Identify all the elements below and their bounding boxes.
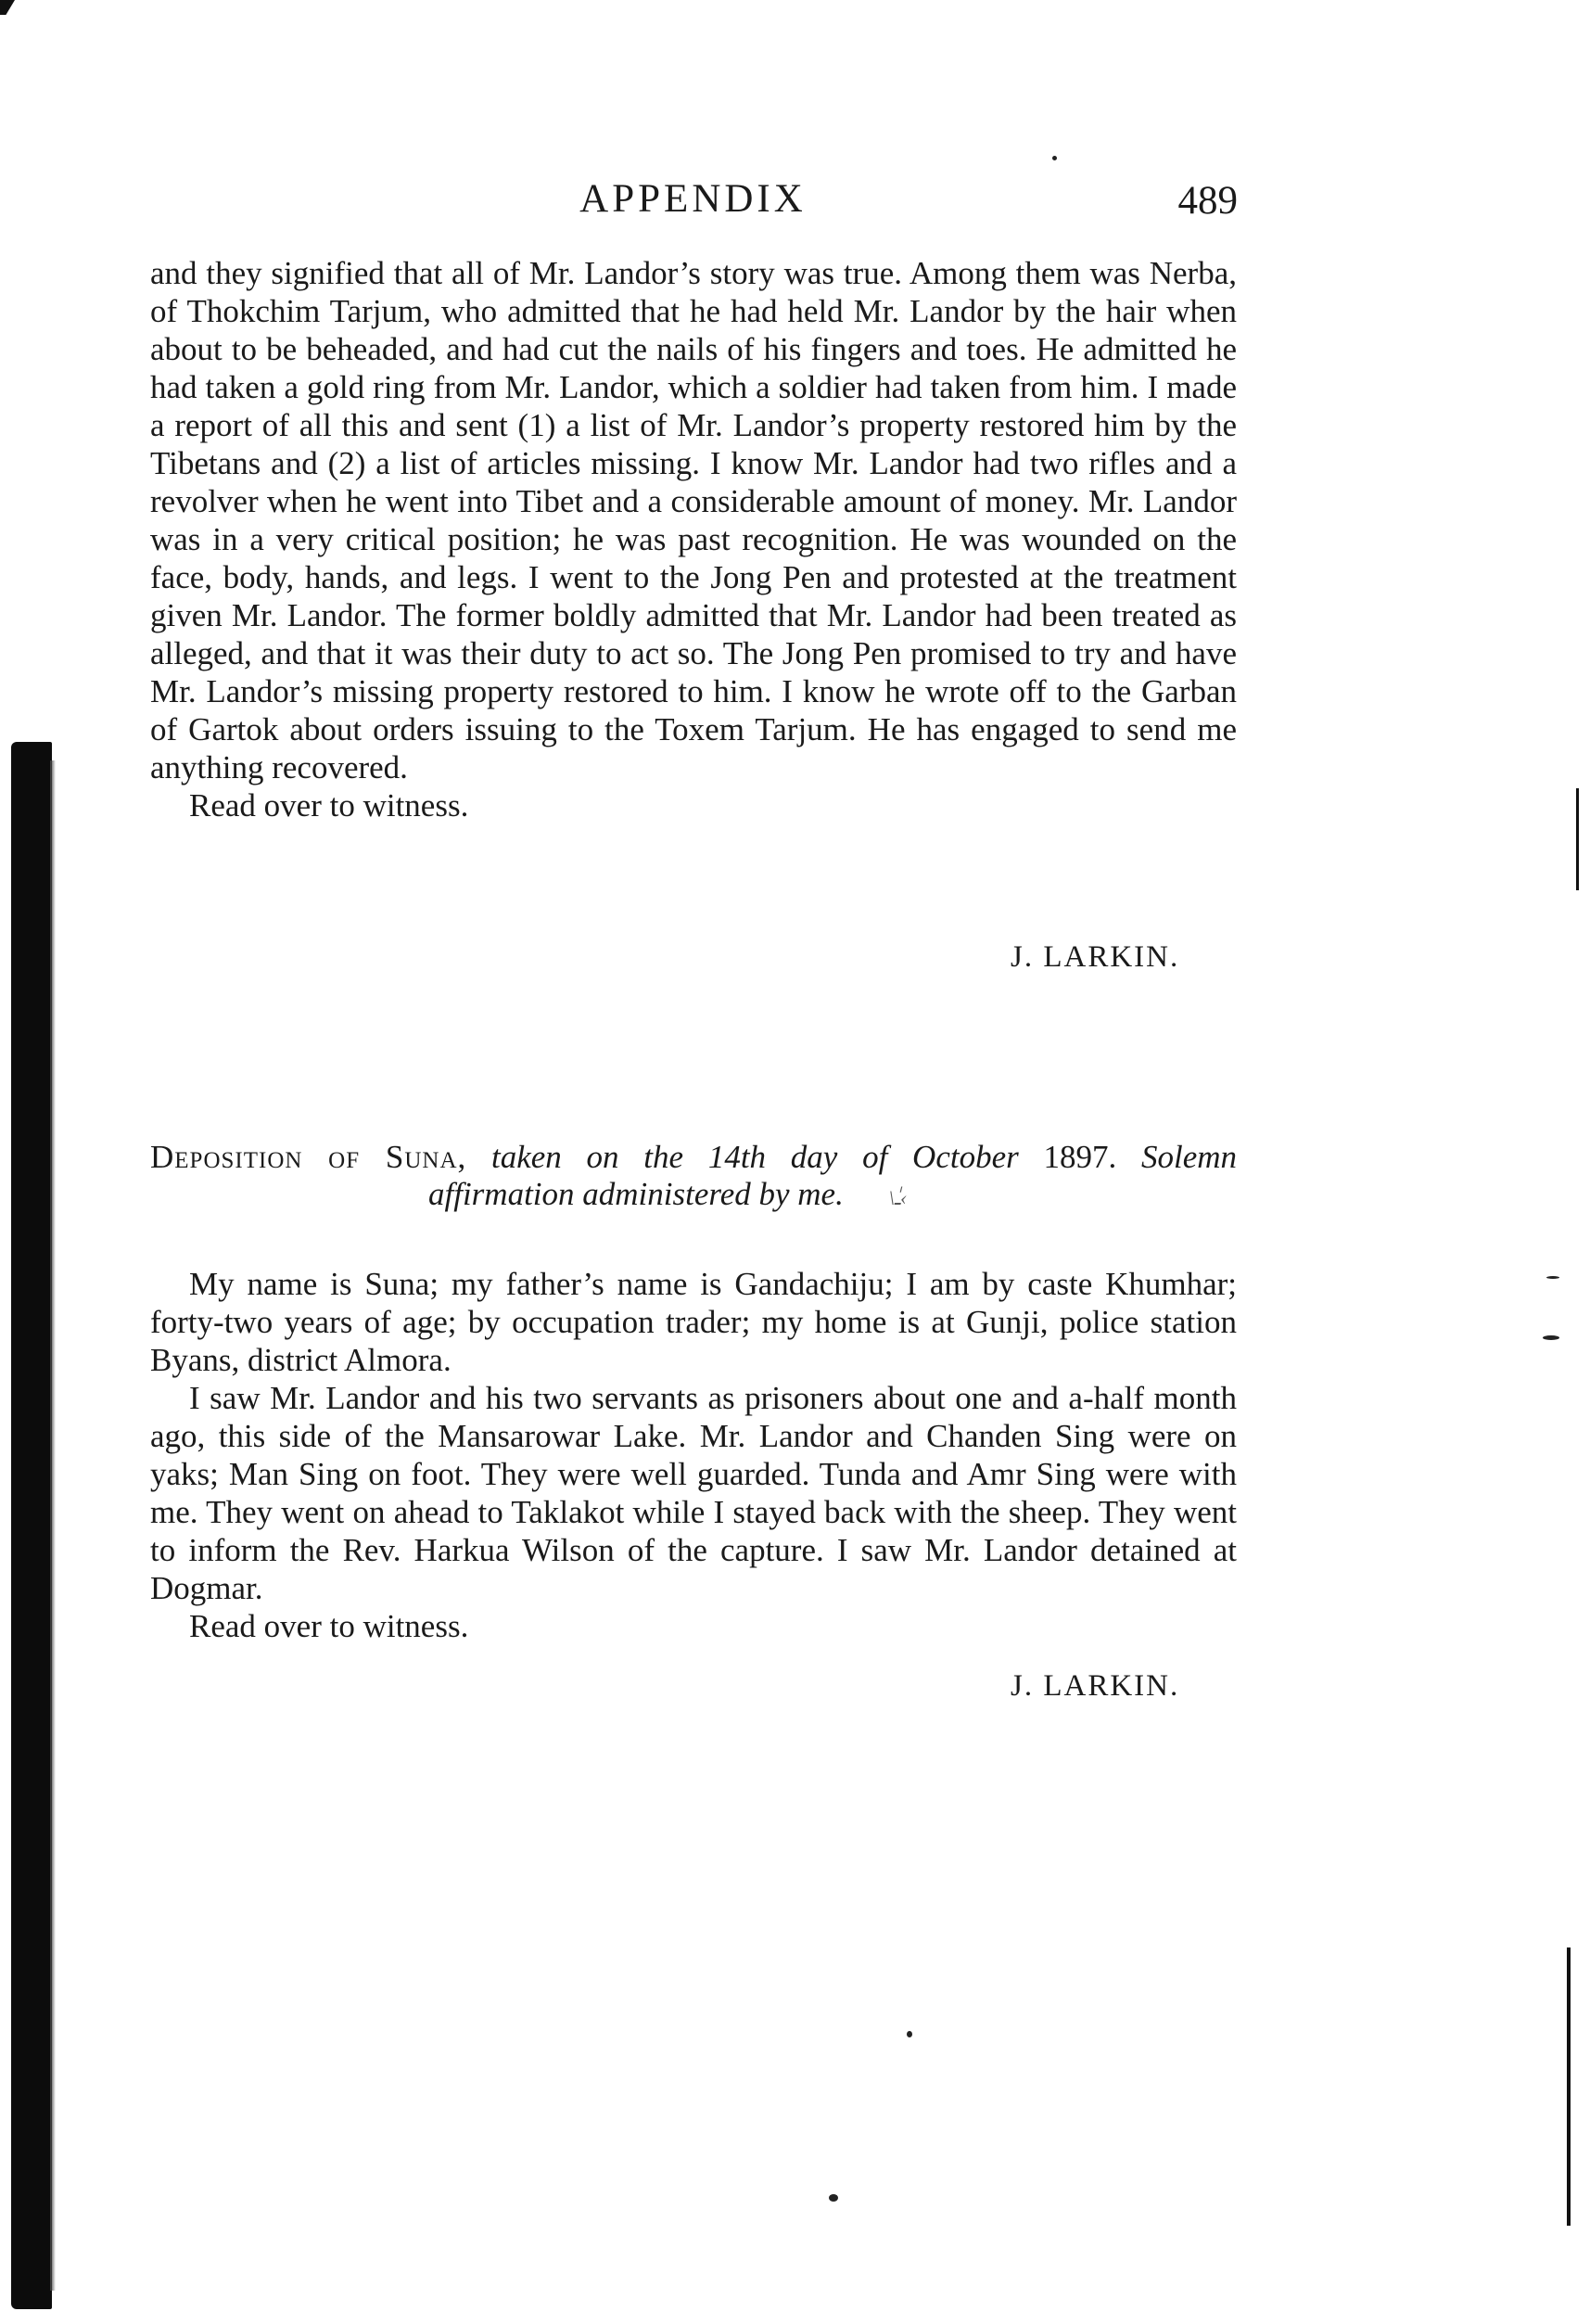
deposition-day: 14th xyxy=(707,1139,767,1175)
running-title: APPENDIX xyxy=(579,177,807,221)
scan-speck xyxy=(829,2194,838,2202)
binding-shadow xyxy=(11,742,52,2309)
scan-corner-mark xyxy=(0,0,15,15)
signature: J. LARKIN. xyxy=(1011,940,1180,974)
read-over-line: Read over to witness. xyxy=(189,1608,469,1644)
signature: J. LARKIN. xyxy=(1011,1669,1180,1703)
scan-speck xyxy=(1052,156,1057,160)
deposition-paragraph: I saw Mr. Landor and his two servants as prisoners about one and a-half month ago, this side of the Mansarowar Lake. Mr. Landor and Chanden Sing were on yaks; Man Sing on foot. They were well guarded. Tunda and Amr Sing were with me. They went on ahead to Taklakot while I stayed back with the sheep. They went to inform the Rev. Harkua Wilson of the capture. I saw Mr. Landor detained at Dogmar. xyxy=(150,1380,1237,1606)
deposition-heading-line1 xyxy=(150,1139,1237,1176)
scan-speck xyxy=(1543,1335,1559,1340)
statement-paragraph: and they signified that all of Mr. Landor’s story was true. Among them was Nerba, of Thokchim Tarjum, who admitted that he had held Mr. Landor by the hair when about to be beheaded, and had cut the nails of his fingers and toes. He admitted he had taken a gold ring from Mr. Landor, which a soldier had taken from him. I made a report of all this and sent (1) a list of Mr. Landor’s property restored him by the Tibetans and (2) a list of articles missing. I know Mr. Landor had two rifles and a revolver when he went into Tibet and a considerable amount of money. Mr. Landor was in a very critical position; he was past recognition. He was wounded on the face, body, hands, and legs. I went to the Jong Pen and protested at the treatment given Mr. Landor. The former boldly admitted that Mr. Landor had been treated as alleged, and that it was their duty to act so. The Jong Pen promised to try and have Mr. Landor’s missing property restored to him. I know he wrote off to the Garban of Gartok about orders issuing to the Toxem Tarjum. He has engaged to send me anything recovered. xyxy=(150,255,1237,785)
binding-shadow-fade xyxy=(50,760,56,2291)
statement-continuation xyxy=(150,254,1237,824)
deposition-title: Deposition of Suna, xyxy=(150,1139,467,1175)
deposition-year: 1897. xyxy=(1043,1139,1117,1175)
deposition-heading-line2 xyxy=(150,1176,1237,1217)
deposition-paragraph: My name is Suna; my father’s name is Gandachiju; I am by caste Khumhar; forty-two years of age; by occupation trader; my home is at Gunji, police station Byans, district Almora. xyxy=(150,1266,1237,1378)
page-number: 489 xyxy=(1177,179,1238,223)
deposition-solemn: Solemn xyxy=(1140,1139,1238,1175)
read-over-line: Read over to witness. xyxy=(189,787,469,824)
scan-edge-mark xyxy=(1576,788,1579,890)
scan-speck xyxy=(907,2031,912,2037)
deposition-heading xyxy=(150,1139,1237,1217)
deposition-body xyxy=(150,1265,1237,1645)
running-head xyxy=(148,176,1238,232)
deposition-affirmation: affirmation administered by me. xyxy=(428,1176,844,1212)
scan-speck xyxy=(1546,1276,1559,1279)
scan-edge-mark xyxy=(1567,1947,1571,2226)
deposition-month: day of October xyxy=(790,1139,1019,1175)
ink-stamp-mark: \ـٰ‹ xyxy=(888,1186,908,1209)
deposition-taken-on: taken on the xyxy=(491,1139,684,1175)
